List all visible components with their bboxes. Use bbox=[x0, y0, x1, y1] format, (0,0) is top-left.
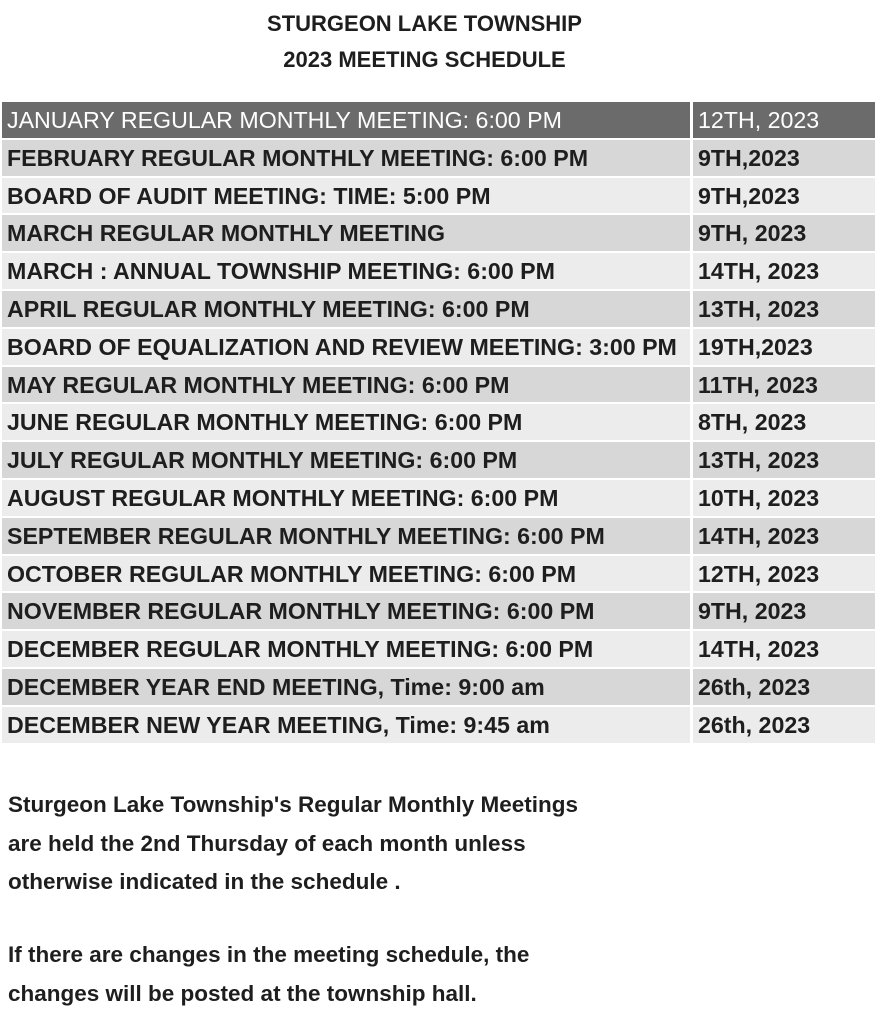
meeting-date: 9TH,2023 bbox=[693, 140, 875, 176]
note-line: changes will be posted at the township hall. bbox=[8, 980, 477, 1006]
meeting-name: JANUARY REGULAR MONTHLY MEETING: 6:00 PM bbox=[2, 102, 690, 138]
meeting-name: SEPTEMBER REGULAR MONTHLY MEETING: 6:00 PM bbox=[2, 518, 690, 554]
meeting-name: MAY REGULAR MONTHLY MEETING: 6:00 PM bbox=[2, 367, 690, 403]
meeting-schedule-table bbox=[2, 102, 875, 745]
schedule-changes-note bbox=[8, 936, 868, 1013]
table-row bbox=[2, 367, 875, 403]
meeting-name: DECEMBER REGULAR MONTHLY MEETING: 6:00 PM bbox=[2, 631, 690, 667]
meeting-name: MARCH REGULAR MONTHLY MEETING bbox=[2, 215, 690, 251]
meeting-date: 12TH, 2023 bbox=[693, 556, 875, 592]
meeting-name: DECEMBER YEAR END MEETING, Time: 9:00 am bbox=[2, 669, 690, 705]
meeting-date: 13TH, 2023 bbox=[693, 291, 875, 327]
meeting-date: 19TH,2023 bbox=[693, 329, 875, 365]
meeting-name: BOARD OF EQUALIZATION AND REVIEW MEETING: 3:00 PM bbox=[2, 329, 690, 365]
meeting-name: AUGUST REGULAR MONTHLY MEETING: 6:00 PM bbox=[2, 480, 690, 516]
table-row bbox=[2, 593, 875, 629]
meeting-name: BOARD OF AUDIT MEETING: TIME: 5:00 PM bbox=[2, 178, 690, 214]
meeting-name: MARCH : ANNUAL TOWNSHIP MEETING: 6:00 PM bbox=[2, 253, 690, 289]
table-row bbox=[2, 669, 875, 705]
table-row bbox=[2, 215, 875, 251]
meeting-date: 10TH, 2023 bbox=[693, 480, 875, 516]
note-line: are held the 2nd Thursday of each month unless bbox=[8, 830, 526, 856]
meeting-date: 12TH, 2023 bbox=[693, 102, 875, 138]
table-row bbox=[2, 140, 875, 176]
table-row bbox=[2, 518, 875, 554]
table-row bbox=[2, 707, 875, 743]
page-title bbox=[0, 6, 849, 78]
table-row bbox=[2, 480, 875, 516]
table-row bbox=[2, 404, 875, 440]
note-line: Sturgeon Lake Township's Regular Monthly Meetings bbox=[8, 792, 578, 817]
meeting-date: 11TH, 2023 bbox=[693, 367, 875, 403]
meeting-name: JUNE REGULAR MONTHLY MEETING: 6:00 PM bbox=[2, 404, 690, 440]
meeting-date: 9TH,2023 bbox=[693, 178, 875, 214]
note-line: otherwise indicated in the schedule . bbox=[8, 869, 401, 894]
table-row bbox=[2, 291, 875, 327]
township-name: STURGEON LAKE TOWNSHIP bbox=[267, 11, 582, 36]
meeting-date: 8TH, 2023 bbox=[693, 404, 875, 440]
table-row bbox=[2, 178, 875, 214]
table-row bbox=[2, 329, 875, 365]
table-row bbox=[2, 253, 875, 289]
meeting-date: 14TH, 2023 bbox=[693, 518, 875, 554]
meeting-date: 14TH, 2023 bbox=[693, 253, 875, 289]
meeting-name: DECEMBER NEW YEAR MEETING, Time: 9:45 am bbox=[2, 707, 690, 743]
note-line: If there are changes in the meeting schedule, the bbox=[8, 942, 530, 967]
meeting-date: 26th, 2023 bbox=[693, 669, 875, 705]
table-row bbox=[2, 442, 875, 478]
schedule-title: 2023 MEETING SCHEDULE bbox=[283, 47, 566, 72]
table-row bbox=[2, 556, 875, 592]
meeting-name: OCTOBER REGULAR MONTHLY MEETING: 6:00 PM bbox=[2, 556, 690, 592]
meeting-name: FEBRUARY REGULAR MONTHLY MEETING: 6:00 PM bbox=[2, 140, 690, 176]
meeting-date: 9TH, 2023 bbox=[693, 593, 875, 629]
meeting-date: 9TH, 2023 bbox=[693, 215, 875, 251]
meeting-date: 26th, 2023 bbox=[693, 707, 875, 743]
table-row bbox=[2, 102, 875, 138]
table-row bbox=[2, 631, 875, 667]
meeting-name: JULY REGULAR MONTHLY MEETING: 6:00 PM bbox=[2, 442, 690, 478]
meeting-date: 13TH, 2023 bbox=[693, 442, 875, 478]
meeting-name: NOVEMBER REGULAR MONTHLY MEETING: 6:00 PM bbox=[2, 593, 690, 629]
meeting-name: APRIL REGULAR MONTHLY MEETING: 6:00 PM bbox=[2, 291, 690, 327]
meeting-date: 14TH, 2023 bbox=[693, 631, 875, 667]
regular-meetings-note bbox=[8, 786, 868, 902]
